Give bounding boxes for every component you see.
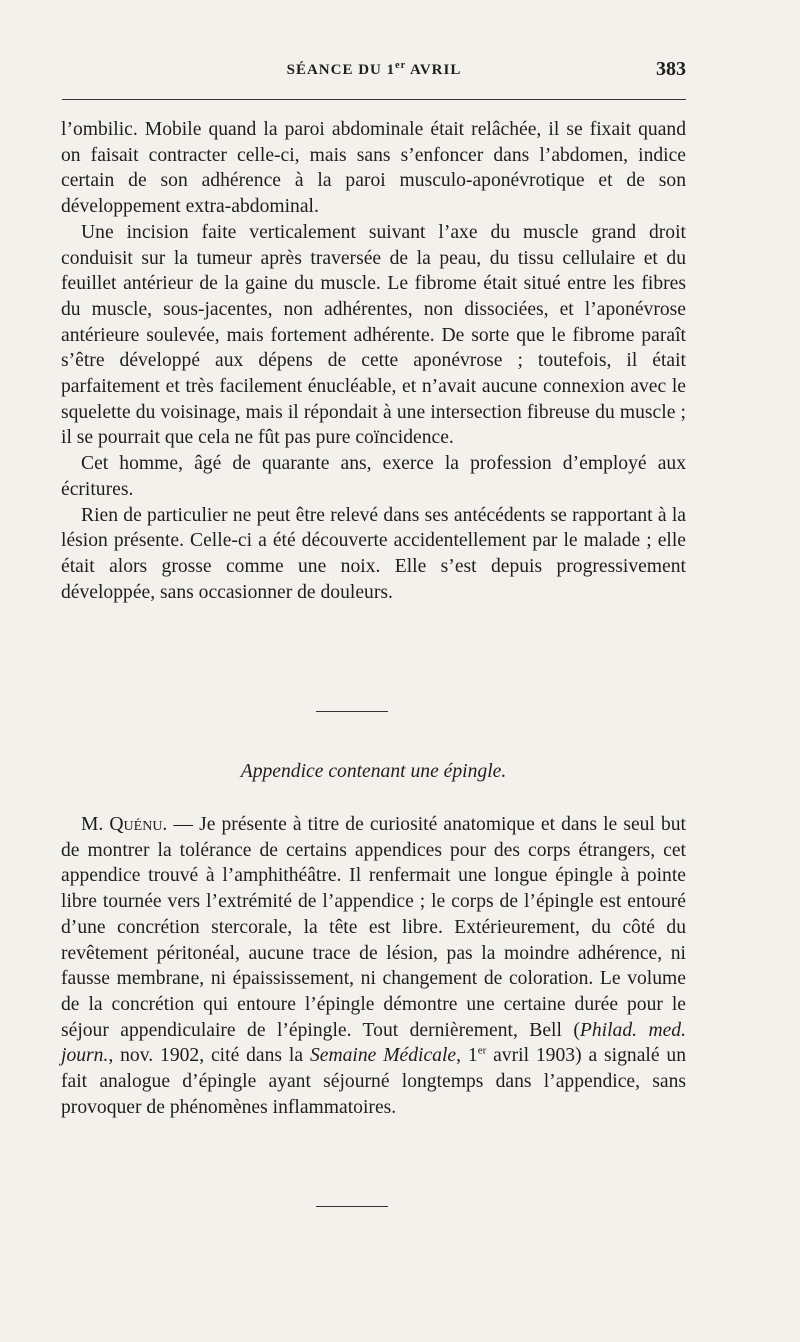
paragraph: l’ombilic. Mobile quand la paroi abdominale était relâchée, il se fixait quand on faisait contracter celle-ci, mais sans s’enfoncer dans l’abdomen, indice certain de son adhérence à la paroi musculo-aponévrotique et de son développement extra-abdominal. (61, 119, 686, 218)
running-title (62, 62, 686, 79)
section-divider (316, 711, 388, 712)
paragraph: Une incision faite verticalement suivant l’axe du muscle grand droit conduisit sur la tumeur après traversée de la peau, du tissu cellulaire et du feuillet antérieur de la gaine du muscle. Le fibrome était situé entre les fibres du muscle, sous-jacentes, non adhérentes, non dissociées, et l’aponévrose antérieure soulevée, mais fortement adhérente. De sorte que le fibrome paraît s’être développé aux dépens de cette aponévrose ; toutefois, il était parfaitement et très facilement énucléable, et n’avait aucune connexion avec le squelette du voisinage, mais il répondait à une intersection fibreuse du muscle ; il se pourrait que cela ne fût pas pure coïncidence. (61, 221, 686, 449)
section-text (61, 812, 686, 1120)
date-superscript: er (477, 1044, 487, 1057)
page-number: 383 (656, 58, 686, 80)
header-rule (62, 99, 686, 100)
running-title-text: SÉANCE DU 1 (286, 62, 396, 78)
page-header (62, 58, 686, 88)
section-title: Appendice contenant une épingle. (240, 761, 507, 782)
running-title-superscript: er (395, 60, 407, 71)
paragraph: Rien de particulier ne peut être relevé dans ses antécédents se rapportant à la lésion présente. Celle-ci a été découverte accidentellement par le malade ; elle était alors grosse comme une noix. Elle s’est depuis progressivement développée, sans occasionner de douleurs. (61, 504, 686, 603)
section-text-part: avril 1903) a signalé un fait analogue d’épingle ayant séjourné longtemps dans l’appendice, sans provoquer de phénomènes inflammatoires. (61, 1045, 687, 1118)
main-text (61, 117, 686, 605)
running-title-suffix: AVRIL (406, 62, 462, 78)
section-text-part: — Je présente à titre de curiosité anatomique et dans le seul but de montrer la tolérance de certains appendices pour des corps étrangers, cet appendice trouvé à l’amphithéâtre. Il renfermait une longue épingle à pointe libre tournée vers l’extrémité de l’appendice ; le corps de l’épingle est entouré d’une concrétion stercorale, la tête est libre. Extérieurement, du côté du revêtement péritonéal, aucune trace de lésion, pas la moindre adhérence, ni fausse membrane, ni épaississement, ni changement de coloration. Le volume de la concrétion qui entoure l’épingle démontre une certaine durée pour le séjour appendiculaire de l’épingle. Tout dernièrement, Bell ( (61, 814, 686, 1041)
section-text-part: , nov. 1902, cité dans la (108, 1045, 310, 1067)
citation-journal: Philad. med. journ. (61, 1019, 686, 1067)
section-text-part: , 1 (456, 1045, 478, 1067)
citation-paper: Semaine Médicale (309, 1045, 457, 1067)
section-paragraph (61, 812, 686, 1120)
paragraph: Cet homme, âgé de quarante ans, exerce la profession d’employé aux écritures. (61, 453, 686, 500)
speaker-name: M. Quénu. (81, 814, 168, 835)
end-divider (316, 1206, 388, 1207)
